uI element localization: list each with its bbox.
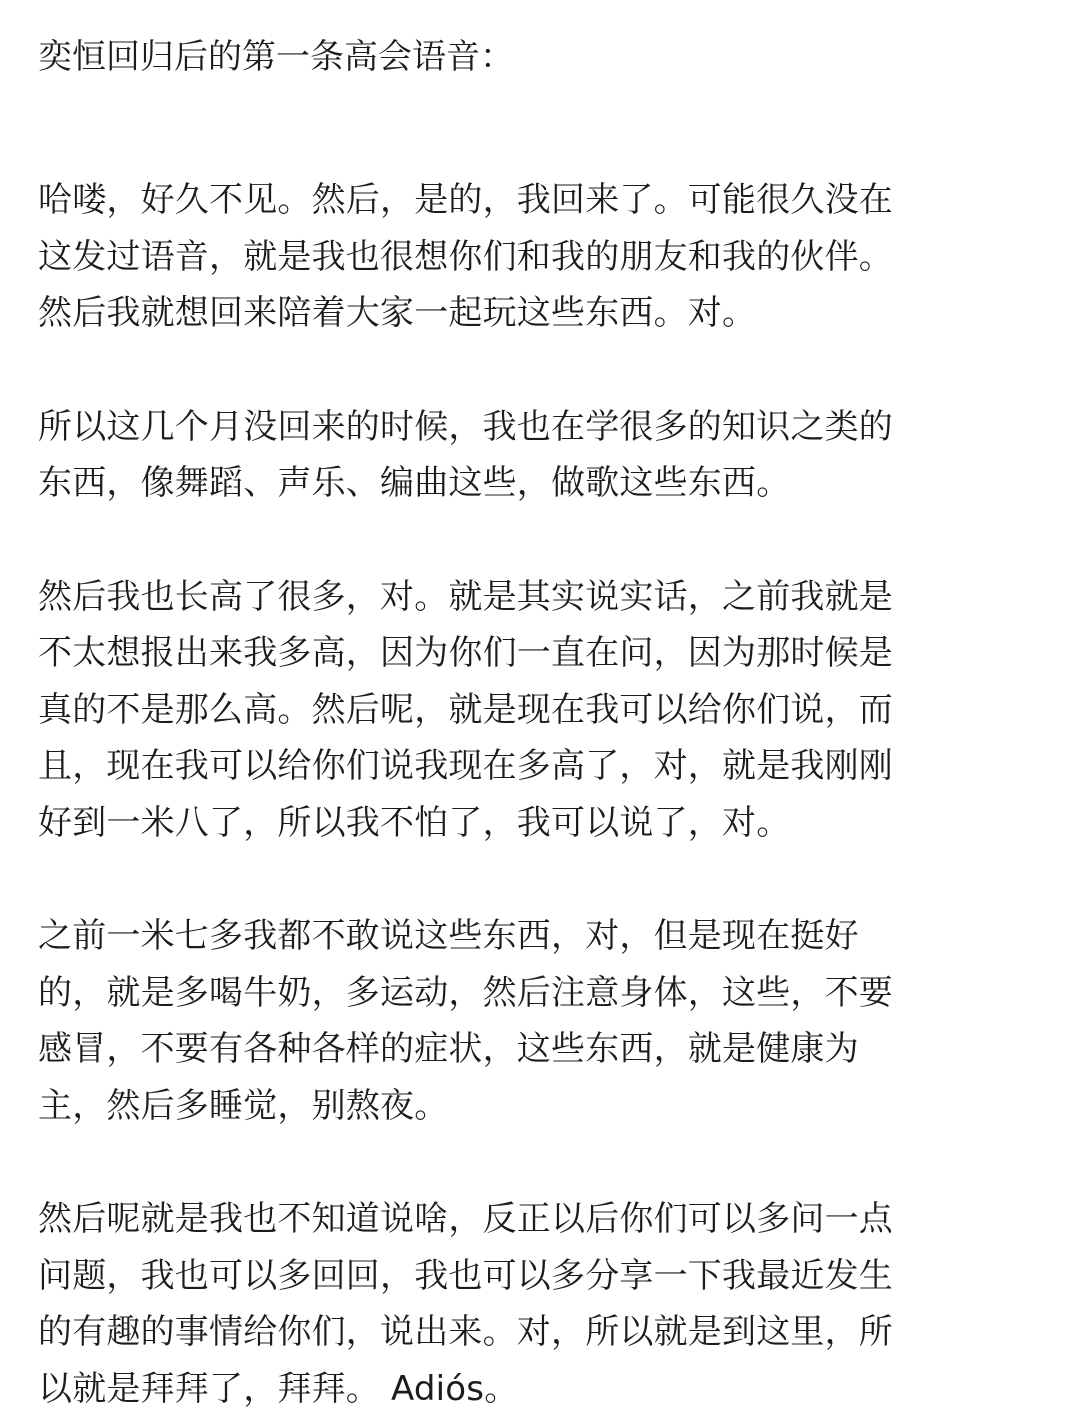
spacer xyxy=(38,342,1048,399)
paragraph-line: 的有趣的事情给你们，说出来。对，所以就是到这里，所 xyxy=(38,1304,1048,1361)
post-title: 奕恒回归后的第一条高会语音： xyxy=(38,28,1048,86)
paragraph-4 xyxy=(38,908,1048,1134)
spacer xyxy=(38,512,1048,569)
spacer xyxy=(38,851,1048,908)
spacer xyxy=(38,86,1048,172)
paragraph-line: 之前一米七多我都不敢说这些东西，对，但是现在挺好 xyxy=(38,908,1048,965)
spacer xyxy=(38,1134,1048,1191)
paragraph-line: 且，现在我可以给你们说我现在多高了，对，就是我刚刚 xyxy=(38,738,1048,795)
paragraph-line: 不太想报出来我多高，因为你们一直在问，因为那时候是 xyxy=(38,625,1048,682)
paragraph-line: 这发过语音，就是我也很想你们和我的朋友和我的伙伴。 xyxy=(38,229,1048,286)
paragraph-line: 的，就是多喝牛奶，多运动，然后注意身体，这些，不要 xyxy=(38,965,1048,1022)
paragraph-line: 东西，像舞蹈、声乐、编曲这些，做歌这些东西。 xyxy=(38,455,1048,512)
document-body xyxy=(38,28,1048,1417)
paragraph-line: 哈喽，好久不见。然后，是的，我回来了。可能很久没在 xyxy=(38,172,1048,229)
paragraph-3 xyxy=(38,569,1048,852)
paragraph-line: 所以这几个月没回来的时候，我也在学很多的知识之类的 xyxy=(38,399,1048,456)
paragraph-1 xyxy=(38,172,1048,342)
paragraph-line: 真的不是那么高。然后呢，就是现在我可以给你们说，而 xyxy=(38,682,1048,739)
paragraph-line: 问题，我也可以多回回，我也可以多分享一下我最近发生 xyxy=(38,1248,1048,1305)
paragraph-line: 然后呢就是我也不知道说啥，反正以后你们可以多问一点 xyxy=(38,1191,1048,1248)
paragraph-5 xyxy=(38,1191,1048,1417)
paragraph-line: 然后我也长高了很多，对。就是其实说实话，之前我就是 xyxy=(38,569,1048,626)
paragraph-line: 感冒，不要有各种各样的症状，这些东西，就是健康为 xyxy=(38,1021,1048,1078)
paragraph-line: 以就是拜拜了，拜拜。 Adiós。 xyxy=(38,1361,1048,1417)
paragraph-line: 好到一米八了，所以我不怕了，我可以说了，对。 xyxy=(38,795,1048,852)
paragraph-2 xyxy=(38,399,1048,512)
paragraph-line: 然后我就想回来陪着大家一起玩这些东西。对。 xyxy=(38,285,1048,342)
paragraph-line: 主，然后多睡觉，别熬夜。 xyxy=(38,1078,1048,1135)
